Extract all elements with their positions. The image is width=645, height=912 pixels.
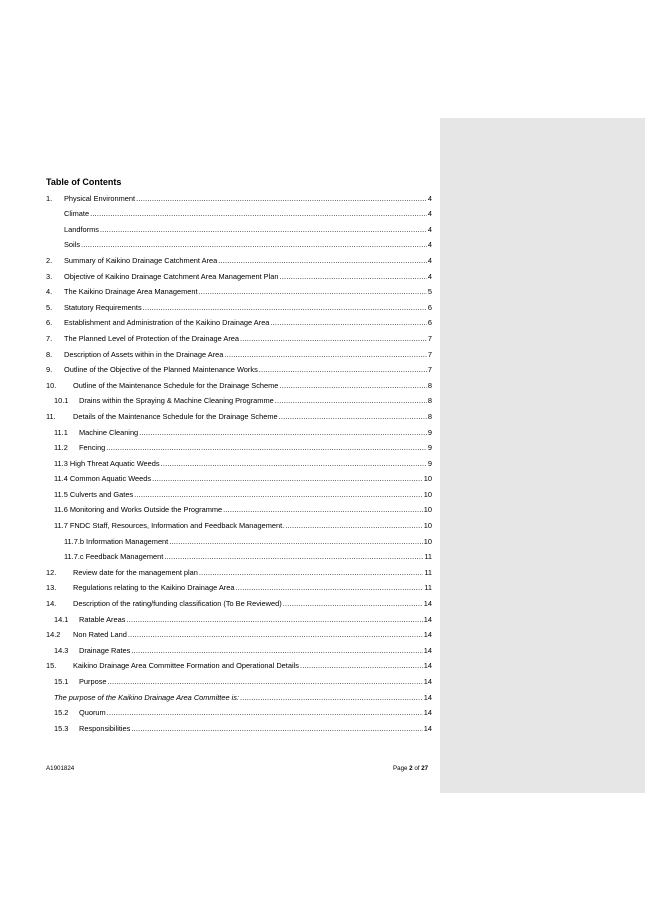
toc-entry-title: Physical Environment	[64, 193, 136, 203]
toc-entry-title: Non Rated Land	[73, 630, 127, 640]
toc-entry[interactable]	[46, 483, 432, 499]
toc-entry-page: 4	[427, 209, 432, 219]
toc-entry[interactable]	[46, 686, 432, 702]
toc-entry-page: 8	[427, 396, 432, 406]
table-of-contents	[46, 187, 432, 733]
toc-entry[interactable]	[46, 327, 432, 343]
toc-dot-leader	[134, 491, 423, 499]
toc-entry-title: The purpose of the Kaikino Drainage Area Committee is:	[54, 692, 239, 702]
toc-entry-number: 7.	[46, 333, 53, 343]
toc-entry-number: 15.2	[54, 708, 69, 718]
toc-entry-title: 11.4 Common Aquatic Weeds	[54, 474, 152, 484]
toc-entry[interactable]	[46, 468, 432, 484]
toc-entry-page: 7	[427, 365, 432, 375]
toc-dot-leader	[100, 226, 427, 234]
toc-dot-leader	[223, 506, 423, 514]
toc-title: Table of Contents	[46, 177, 122, 187]
toc-dot-leader	[283, 600, 423, 608]
toc-entry-title: Description of the rating/funding classification (To Be Reviewed)	[73, 599, 282, 609]
toc-entry-page: 14	[423, 708, 432, 718]
toc-entry[interactable]	[46, 530, 432, 546]
toc-entry[interactable]	[46, 187, 432, 203]
toc-entry-title: Outline of the Maintenance Schedule for the Drainage Scheme	[73, 380, 279, 390]
toc-entry-title: Description of Assets within in the Drainage Area	[64, 349, 224, 359]
toc-entry-title: 11.3 High Threat Aquatic Weeds	[54, 458, 160, 468]
toc-entry-title: Summary of Kaikino Drainage Catchment Area	[64, 255, 218, 265]
toc-dot-leader	[131, 647, 422, 655]
toc-dot-leader	[131, 725, 422, 733]
toc-dot-leader	[143, 304, 427, 312]
toc-entry-number: 14.1	[54, 614, 69, 624]
toc-entry-page: 7	[427, 349, 432, 359]
toc-entry-title: Kaikino Drainage Area Committee Formation and Operational Details	[73, 661, 299, 671]
toc-entry-page: 10	[423, 505, 432, 515]
toc-dot-leader	[81, 241, 427, 249]
toc-entry-page: 14	[423, 677, 432, 686]
toc-entry-title: 11.7.b Information Management	[64, 536, 169, 546]
toc-entry-title: Machine Cleaning	[79, 427, 139, 437]
toc-entry[interactable]	[46, 234, 432, 250]
toc-entry[interactable]	[46, 405, 432, 421]
toc-entry-title: Purpose	[79, 677, 107, 686]
toc-entry-number: 10.	[46, 380, 57, 390]
toc-entry[interactable]	[46, 265, 432, 281]
page-number: Page 2 of 27	[393, 765, 429, 772]
toc-entry-number: 15.3	[54, 723, 69, 733]
toc-entry-page: 7	[427, 333, 432, 343]
toc-entry[interactable]	[46, 608, 432, 624]
toc-dot-leader	[275, 397, 427, 405]
toc-dot-leader	[152, 475, 423, 483]
toc-entry-title: Climate	[64, 209, 90, 219]
toc-entry-page: 14	[423, 645, 432, 655]
toc-entry[interactable]	[46, 437, 432, 453]
toc-entry-number: 14.	[46, 599, 57, 609]
toc-entry-page: 5	[427, 287, 432, 297]
toc-entry-number: 2.	[46, 255, 53, 265]
toc-entry-title: The Kaikino Drainage Area Management	[64, 287, 198, 297]
toc-entry[interactable]	[46, 670, 432, 686]
toc-entry-page: 14	[423, 692, 432, 702]
toc-entry[interactable]	[46, 296, 432, 312]
toc-dot-leader	[259, 366, 427, 374]
toc-entry-page: 10	[423, 536, 432, 546]
toc-entry[interactable]	[46, 312, 432, 328]
toc-entry-title: Fencing	[79, 443, 106, 453]
toc-entry[interactable]	[46, 343, 432, 359]
toc-entry-page: 14	[423, 599, 432, 609]
toc-entry-number: 8.	[46, 349, 53, 359]
toc-entry-title: Drains within the Spraying & Machine Cleaning Programme	[79, 396, 274, 406]
toc-dot-leader	[285, 522, 423, 530]
toc-entry-page: 14	[423, 614, 432, 624]
toc-entry-page: 10	[423, 489, 432, 499]
toc-entry-page: 4	[427, 271, 432, 281]
toc-entry-number: 13.	[46, 583, 57, 593]
toc-entry-title: Regulations relating to the Kaikino Drainage Area	[73, 583, 235, 593]
toc-entry-title: Responsibilities	[79, 723, 131, 733]
toc-entry-title: Soils	[64, 240, 81, 250]
document-id: A1901824	[46, 765, 75, 772]
toc-entry-page: 9	[427, 427, 432, 437]
toc-entry[interactable]	[46, 624, 432, 640]
toc-entry-title: Review date for the management plan	[73, 567, 198, 577]
toc-entry-title: Ratable Areas	[79, 614, 126, 624]
toc-dot-leader	[108, 678, 423, 686]
toc-entry-page: 4	[427, 255, 432, 265]
toc-entry-page: 11	[424, 567, 432, 577]
toc-entry-number: 11.1	[54, 427, 68, 437]
toc-entry[interactable]	[46, 546, 432, 562]
toc-entry[interactable]	[46, 577, 432, 593]
toc-entry-number: 4.	[46, 287, 53, 297]
toc-entry-page: 4	[427, 193, 432, 203]
toc-dot-leader	[235, 584, 423, 592]
toc-entry-title: 11.7 FNDC Staff, Resources, Information and Feedback Management.	[54, 521, 285, 531]
toc-dot-leader	[136, 195, 427, 203]
toc-dot-leader	[161, 460, 427, 468]
toc-entry[interactable]	[46, 452, 432, 468]
toc-entry-number: 11.2	[54, 443, 68, 453]
toc-entry-title: 11.7.c Feedback Management	[64, 552, 164, 562]
toc-dot-leader	[240, 694, 423, 702]
toc-entry[interactable]	[46, 249, 432, 265]
toc-entry-number: 11.	[46, 411, 56, 421]
toc-dot-leader	[169, 538, 423, 546]
toc-entry-number: 9.	[46, 365, 53, 375]
toc-entry[interactable]	[46, 374, 432, 390]
toc-dot-leader	[279, 413, 427, 421]
toc-entry-page: 10	[423, 521, 432, 531]
toc-dot-leader	[90, 210, 427, 218]
toc-dot-leader	[128, 631, 423, 639]
toc-entry-title: Quorum	[79, 708, 106, 718]
toc-entry-title: Objective of Kaikino Drainage Catchment Area Management Plan	[64, 271, 279, 281]
toc-entry[interactable]	[46, 390, 432, 406]
toc-entry-title: Outline of the Objective of the Planned Maintenance Works	[64, 365, 258, 375]
toc-entry-number: 10.1	[54, 396, 69, 406]
toc-entry-page: 14	[423, 723, 432, 733]
toc-entry-page: 8	[427, 380, 432, 390]
toc-dot-leader	[126, 616, 422, 624]
toc-entry-title: Details of the Maintenance Schedule for the Drainage Scheme	[73, 411, 278, 421]
comment-margin-panel	[440, 118, 645, 793]
toc-entry[interactable]	[46, 203, 432, 219]
toc-dot-leader	[139, 429, 427, 437]
toc-entry[interactable]	[46, 561, 432, 577]
toc-entry[interactable]	[46, 359, 432, 375]
toc-dot-leader	[199, 288, 427, 296]
toc-entry-page: 14	[423, 661, 432, 671]
toc-entry[interactable]	[46, 218, 432, 234]
toc-entry-page: 8	[427, 411, 432, 421]
toc-entry[interactable]	[46, 499, 432, 515]
toc-entry-title: Statutory Requirements	[64, 302, 142, 312]
toc-dot-leader	[270, 319, 426, 327]
toc-entry-number: 1.	[46, 193, 53, 203]
toc-dot-leader	[199, 569, 423, 577]
toc-entry-title: 11.6 Monitoring and Works Outside the Programme	[54, 505, 223, 515]
toc-dot-leader	[106, 444, 427, 452]
toc-entry-page: 9	[427, 458, 432, 468]
toc-entry-page: 11	[424, 583, 432, 593]
toc-dot-leader	[218, 257, 427, 265]
toc-entry-number: 6.	[46, 318, 53, 328]
toc-entry-number: 3.	[46, 271, 53, 281]
toc-entry-title: Landforms	[64, 224, 99, 234]
toc-entry-page: 4	[427, 224, 432, 234]
toc-entry-page: 10	[423, 474, 432, 484]
toc-entry-number: 14.2	[46, 630, 61, 640]
toc-entry-page: 6	[427, 302, 432, 312]
toc-dot-leader	[224, 351, 426, 359]
toc-dot-leader	[279, 273, 426, 281]
toc-entry-number: 14.3	[54, 645, 69, 655]
toc-entry[interactable]	[46, 639, 432, 655]
toc-entry[interactable]	[46, 592, 432, 608]
toc-entry-title: Drainage Rates	[79, 645, 131, 655]
toc-entry-page: 11	[424, 552, 432, 562]
toc-entry[interactable]	[46, 421, 432, 437]
toc-entry[interactable]	[46, 514, 432, 530]
toc-entry-number: 15.1	[54, 677, 69, 686]
toc-entry-number: 15.	[46, 661, 57, 671]
toc-entry-page: 9	[427, 443, 432, 453]
toc-entry[interactable]	[46, 281, 432, 297]
toc-entry-title: 11.5 Culverts and Gates	[54, 489, 134, 499]
toc-dot-leader	[240, 335, 427, 343]
toc-entry-title: Establishment and Administration of the Kaikino Drainage Area	[64, 318, 270, 328]
toc-dot-leader	[107, 709, 423, 717]
toc-entry-title: The Planned Level of Protection of the Drainage Area	[64, 333, 240, 343]
toc-dot-leader	[164, 553, 423, 561]
toc-dot-leader	[300, 662, 423, 670]
toc-entry-page: 14	[423, 630, 432, 640]
toc-entry[interactable]	[46, 702, 432, 718]
toc-entry[interactable]	[46, 717, 432, 733]
toc-entry-page: 6	[427, 318, 432, 328]
toc-entry-page: 4	[427, 240, 432, 250]
toc-entry-number: 5.	[46, 302, 53, 312]
toc-entry-number: 12.	[46, 567, 57, 577]
toc-dot-leader	[279, 382, 426, 390]
toc-entry[interactable]	[46, 655, 432, 671]
